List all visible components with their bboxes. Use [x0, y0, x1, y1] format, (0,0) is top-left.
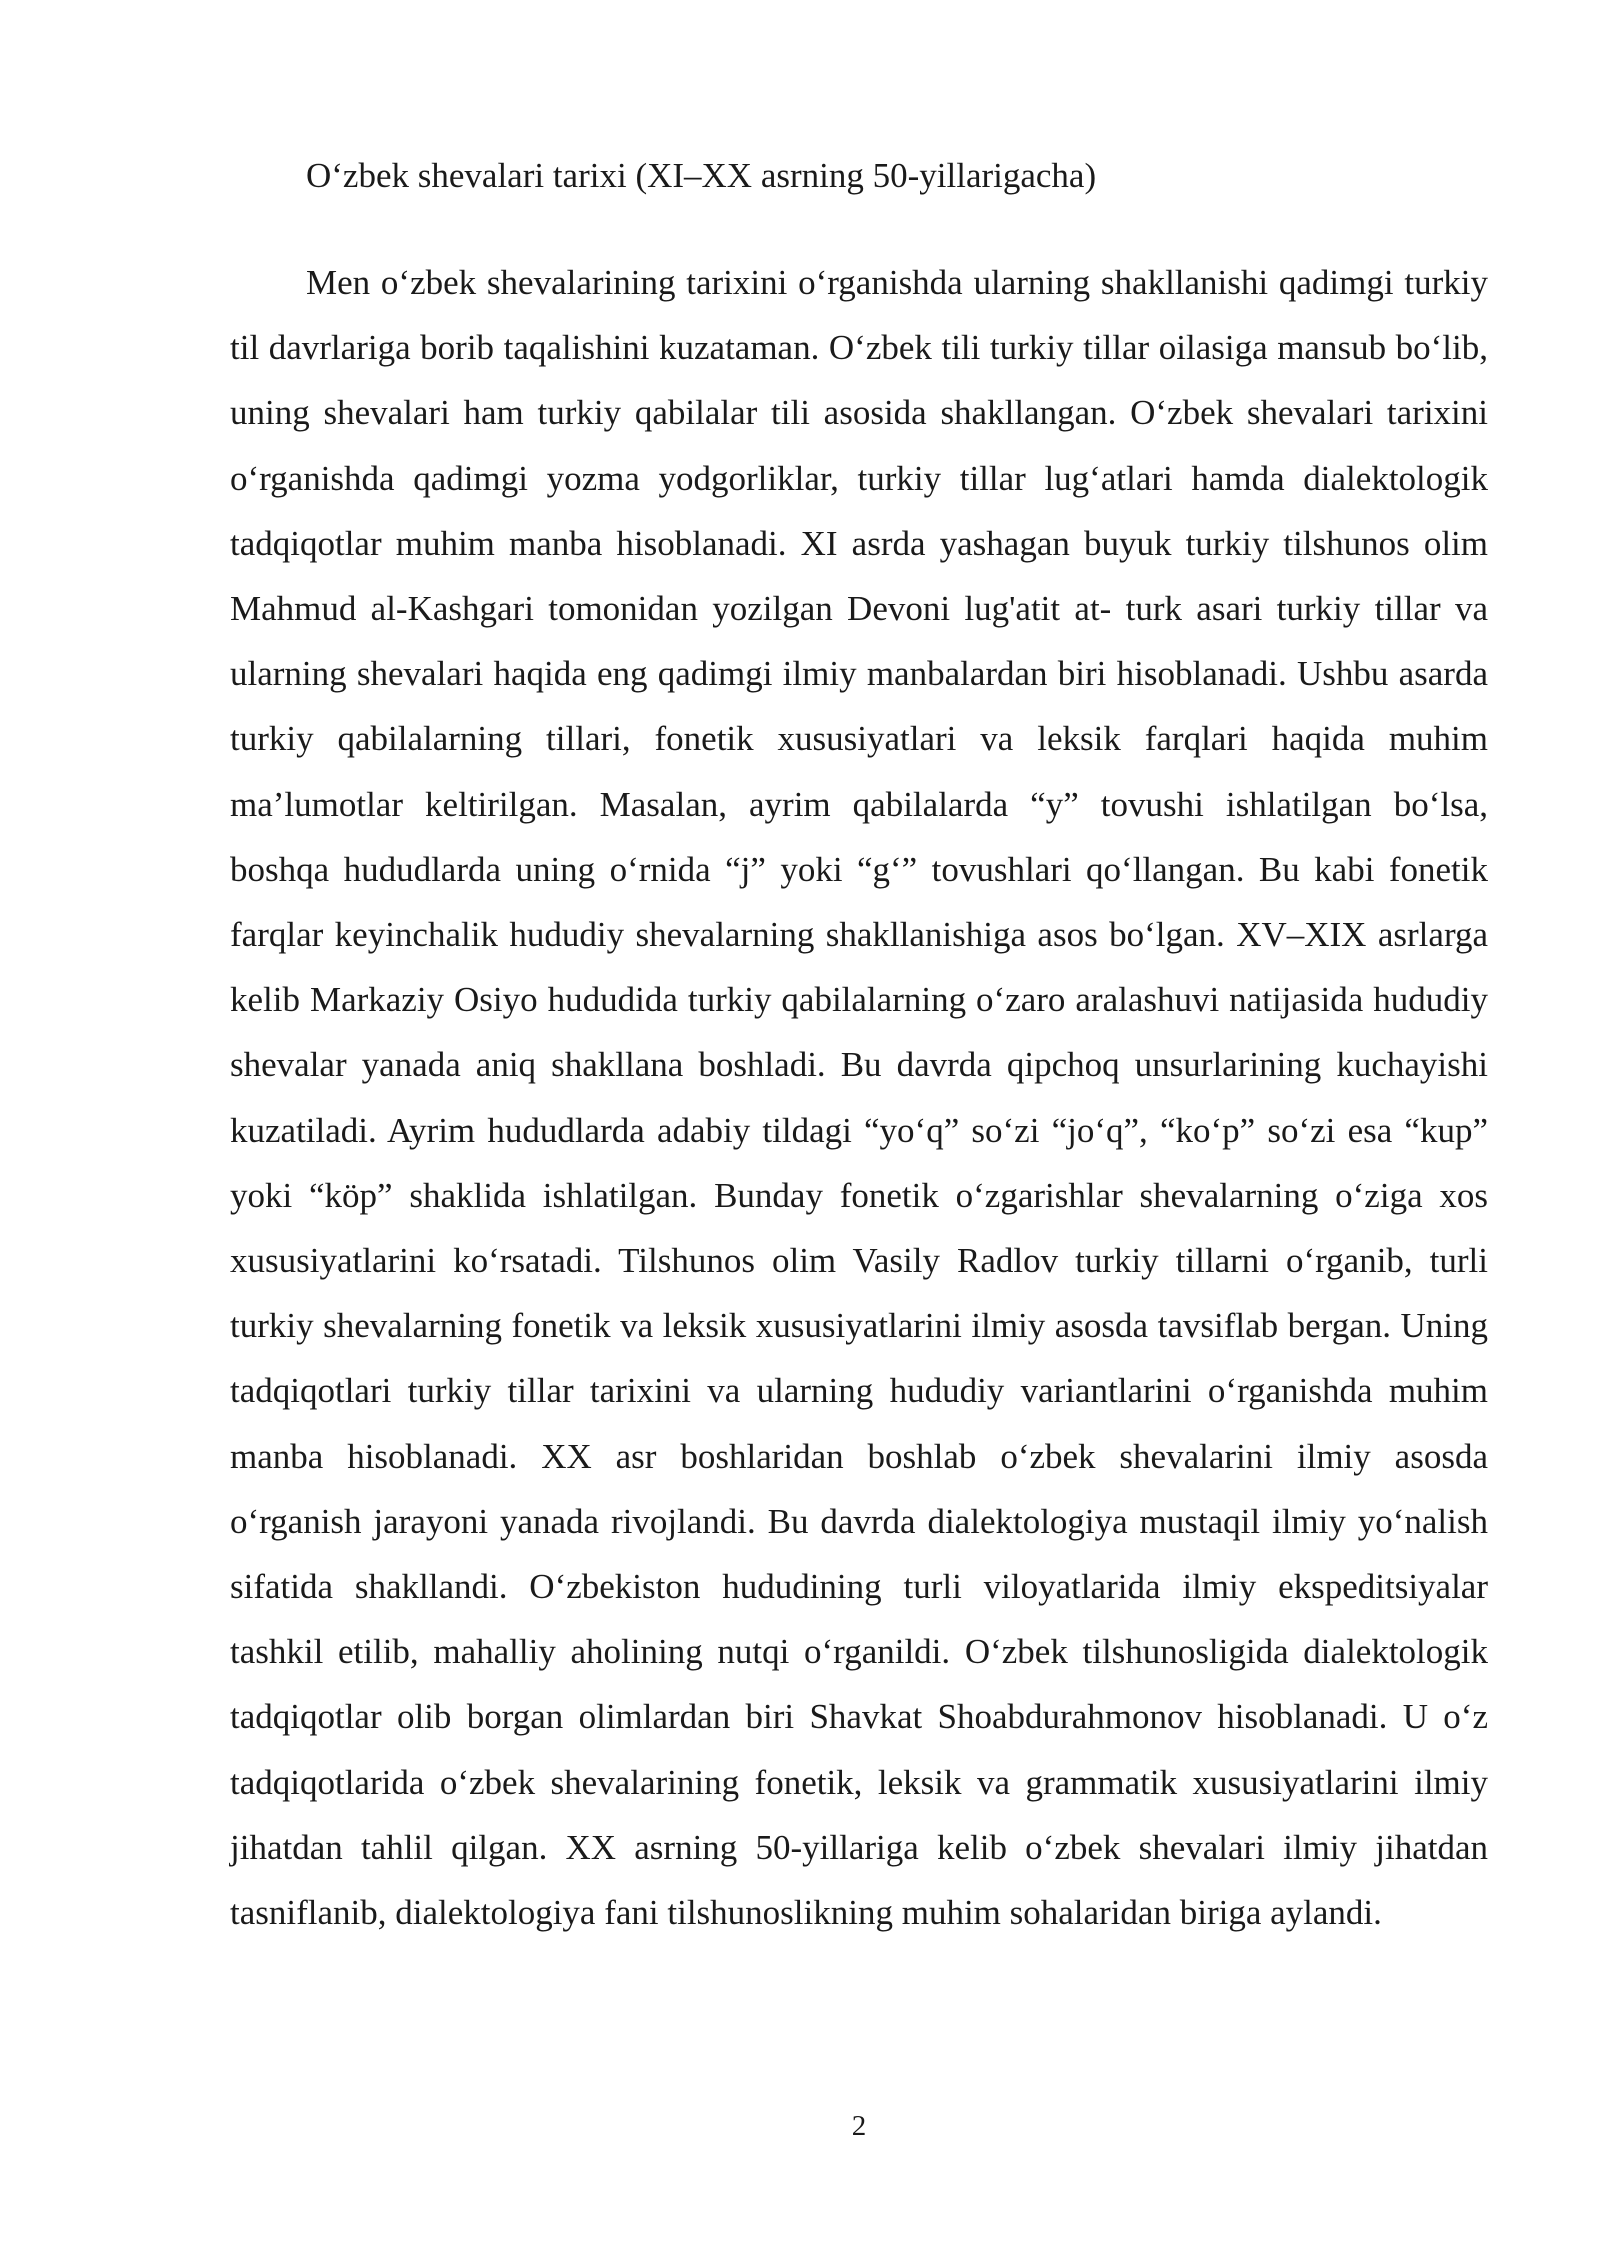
- page-number: 2: [851, 2110, 867, 2142]
- body-paragraph: Men o‘zbek shevalarining tarixini o‘rganishda ularning shakllanishi qadimgi turkiy til davrlariga borib taqalishini kuzataman. O‘zbek tili turkiy tillar oilasiga mansub bo‘lib, uning shevalari ham turkiy qabilalar tili asosida shakllangan. O‘zbek shevalari tarixini o‘rganishda qadimgi yozma yodgorliklar, turkiy tillar lug‘atlari hamda dialektologik tadqiqotlar muhim manba hisoblanadi. XI asrda yashagan buyuk turkiy tilshunos olim Mahmud al-Kashgari tomonidan yozilgan Devoni lug'atit at- turk asari turkiy tillar va ularning shevalari haqida eng qadimgi ilmiy manbalardan biri hisoblanadi. Ushbu asarda turkiy qabilalarning tillari, fonetik xususiyatlari va leksik farqlari haqida muhim ma’lumotlar keltirilgan. Masalan, ayrim qabilalarda “y” tovushi ishlatilgan bo‘lsa, boshqa hududlarda uning o‘rnida “j” yoki “g‘” tovushlari qo‘llangan. Bu kabi fonetik farqlar keyinchalik hududiy shevalarning shakllanishiga asos bo‘lgan. XV–XIX asrlarga kelib Markaziy Osiyo hududida turkiy qabilalarning o‘zaro aralashuvi natijasida hududiy shevalar yanada aniq shakllana boshladi. Bu davrda qipchoq unsurlarining kuchayishi kuzatiladi. Ayrim hududlarda adabiy tildagi “yo‘q” so‘zi “jo‘q”, “ko‘p” so‘zi esa “kup” yoki “köp” shaklida ishlatilgan. Bunday fonetik o‘zgarishlar shevalarning o‘ziga xos xususiyatlarini ko‘rsatadi. Tilshunos olim Vasily Radlov turkiy tillarni o‘rganib, turli turkiy shevalarning fonetik va leksik xususiyatlarini ilmiy asosda tavsiflab bergan. Uning tadqiqotlari turkiy tillar tarixini va ularning hududiy variantlarini o‘rganishda muhim manba hisoblanadi. XX asr boshlaridan boshlab o‘zbek shevalarini ilmiy asosda o‘rganish jarayoni yanada rivojlandi. Bu davrda dialektologiya mustaqil ilmiy yo‘nalish sifatida shakllandi. O‘zbekiston hududining turli viloyatlarida ilmiy ekspeditsiyalar tashkil etilib, mahalliy aholining nutqi o‘rganildi. O‘zbek tilshunosligida dialektologik tadqiqotlar olib borgan olimlardan biri Shavkat Shoabdurahmonov hisoblanadi. U o‘z tadqiqotlarida o‘zbek shevalarining fonetik, leksik va grammatik xususiyatlarini ilmiy jihatdan tahlil qilgan. XX asrning 50-yillariga kelib o‘zbek shevalari ilmiy jihatdan tasniflanib, dialektologiya fani tilshunoslikning muhim sohalaridan biriga aylandi.: [230, 263, 1488, 1933]
- document-heading: O‘zbek shevalari tarixi (XI–XX asrning 50-yillarigacha): [306, 156, 1097, 195]
